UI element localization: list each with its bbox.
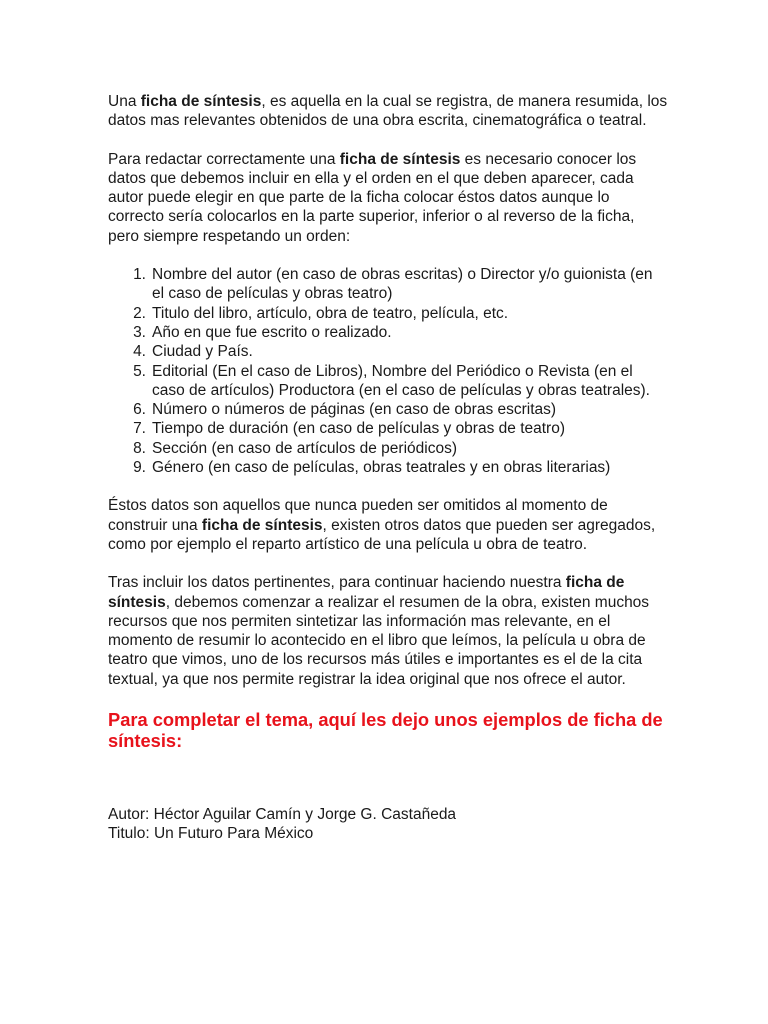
text-run: es necesario conocer los datos que debemos incluir en ella y el orden en el que deben aparecer, cada autor puede elegir en que parte de la ficha colocar éstos datos aunque lo correcto sería colocarlos en la parte superior, inferior o al reverso de la ficha, pero siempre respetando un orden: [108,150,637,245]
list-item [108,400,668,419]
text-run: , es aquella en la cual se registra, de manera resumida, los datos mas relevantes obtenidos de una obra escrita, cinematográfica o teatral. [108,93,668,130]
paragraph-definition [108,92,668,131]
list-item [108,439,668,458]
list-text: Año en que fue escrito o realizado. [152,323,392,341]
bold-term: ficha de síntesis [108,574,625,611]
text-run: Para redactar correctamente una [108,150,340,168]
text-run: Tras incluir los datos pertinentes, para continuar haciendo nuestra [108,574,566,592]
list-text: Número o números de páginas (en caso de obras escritas) [152,401,557,419]
list-number: 5. [133,362,146,380]
list-text: Ciudad y País. [152,343,253,361]
list-item [108,362,668,401]
text-run: Una [108,93,141,110]
example-author-line: Autor: Héctor Aguilar Camín y Jorge G. Castañeda [108,806,457,824]
document-page [108,92,668,844]
list-text: Tiempo de duración (en caso de películas y obras de teatro) [152,420,565,438]
list-item [108,342,668,361]
list-item [108,265,668,304]
list-number: 1. [133,266,146,284]
list-number: 4. [133,343,146,361]
list-number: 7. [133,420,146,438]
data-order-list [108,265,668,477]
paragraph-summary [108,573,668,689]
bold-term: ficha de síntesis [339,150,461,168]
examples-heading: Para completar el tema, aquí les dejo unos ejemplos de ficha de síntesis: [108,709,663,751]
example-card [108,805,668,844]
list-text: Editorial (En el caso de Libros), Nombre del Periódico o Revista (en el caso de artículos) Productora (en el caso de películas y obras teatrales). [152,362,650,399]
list-text: Titulo del libro, artículo, obra de teatro, película, etc. [152,304,509,322]
list-item [108,323,668,342]
list-text: Sección (en caso de artículos de periódicos) [152,439,457,457]
list-text: Nombre del autor (en caso de obras escritas) o Director y/o guionista (en el caso de películas y obras teatro) [152,266,653,303]
list-number: 6. [133,401,146,419]
list-number: 3. [133,323,146,341]
example-title-line: Titulo: Un Futuro Para México [108,825,314,843]
list-number: 2. [133,304,146,322]
list-item [108,458,668,477]
text-run: , existen otros datos que pueden ser agregados, como por ejemplo el reparto artístico de una película u obra de teatro. [108,516,656,553]
text-run: , debemos comenzar a realizar el resumen de la obra, existen muchos recursos que nos permiten sintetizar las información mas relevante, en el momento de resumir lo acontecido en el libro que leímos, la película u obra de teatro que vimos, uno de los recursos más útiles e importantes es el de la cita textual, ya que nos permite registrar la idea original que nos ofrece el autor. [108,593,650,688]
list-number: 8. [133,439,146,457]
text-run: Éstos datos son aquellos que nunca pueden ser omitidos al momento de construir una [108,497,608,534]
bold-term: ficha de síntesis [140,93,262,110]
list-item [108,419,668,438]
paragraph-instructions [108,150,668,246]
list-item [108,304,668,323]
paragraph-mandatory-data [108,496,668,554]
list-number: 9. [133,459,146,477]
bold-term: ficha de síntesis [201,516,323,534]
list-text: Género (en caso de películas, obras teatrales y en obras literarias) [152,459,611,477]
